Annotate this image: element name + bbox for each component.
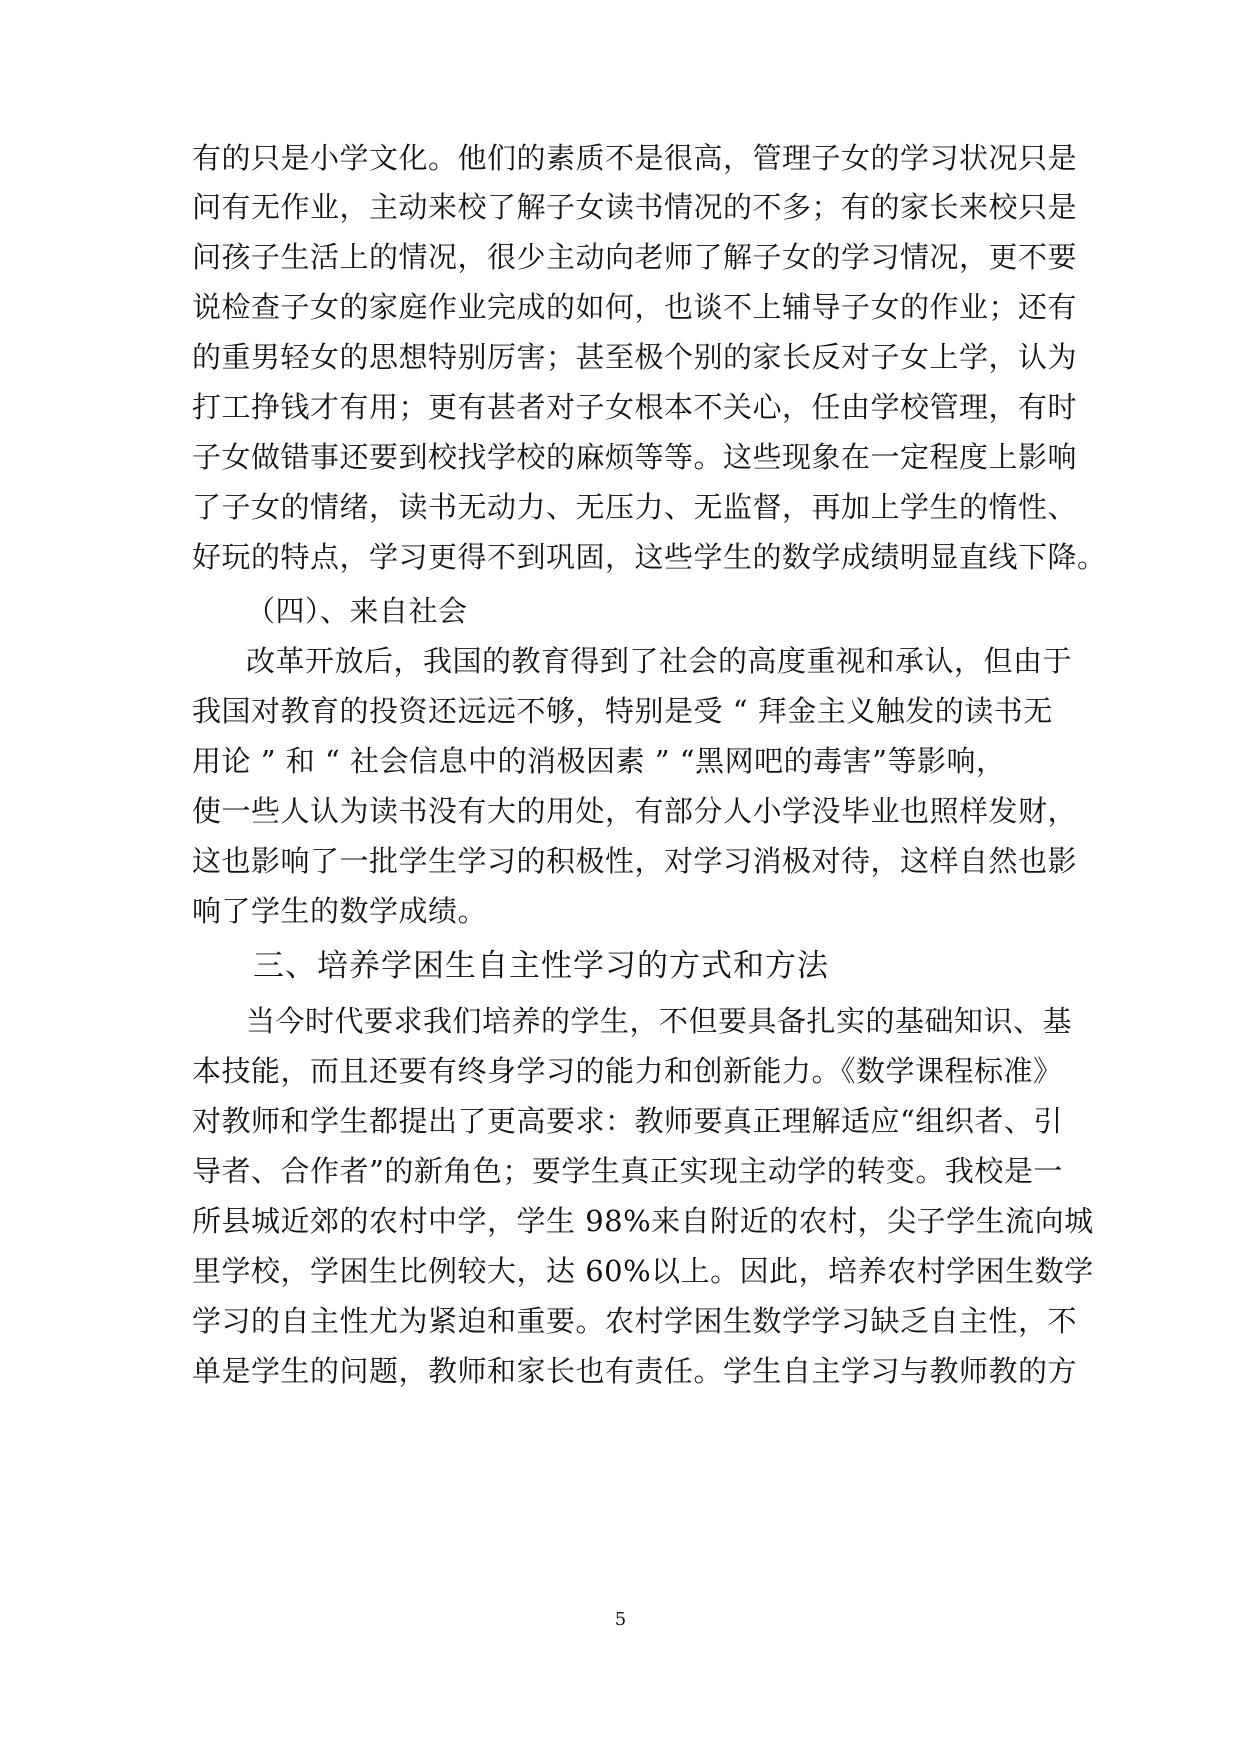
text-line: 我国对教育的投资还远远不够，特别是受 “ 拜金主义触发的读书无 bbox=[192, 694, 1053, 728]
text-line: 问有无作业，主动来校了解子女读书情况的不多；有的家长来校只是 bbox=[192, 190, 1078, 224]
text-line: 改革开放后，我国的教育得到了社会的高度重视和承认，但由于 bbox=[246, 644, 1073, 678]
subheading: （四）、来自社会 bbox=[246, 594, 468, 628]
text-line: 了子女的情绪，读书无动力、无压力、无监督，再加上学生的惰性、 bbox=[192, 490, 1078, 524]
text-line: 里学校，学困生比例较大，达 60%以上。因此，培养农村学困生数学 bbox=[192, 1254, 1094, 1288]
text-line: 有的只是小学文化。他们的素质不是很高，管理子女的学习状况只是 bbox=[192, 141, 1078, 175]
text-line: 使一些人认为读书没有大的用处，有部分人小学没毕业也照样发财， bbox=[192, 794, 1078, 828]
text-line: 所县城近郊的农村中学，学生 98%来自附近的农村，尖子学生流向城 bbox=[192, 1204, 1094, 1238]
text-line: 导者、合作者”的新角色；要学生真正实现主动学的转变。我校是一 bbox=[192, 1154, 1063, 1188]
text-line: 本技能，而且还要有终身学习的能力和创新能力。《数学课程标准》 bbox=[192, 1054, 1063, 1088]
text-line: 用论 ” 和 “ 社会信息中的消极因素 ” “黑网吧的毒害”等影响， bbox=[192, 744, 1006, 778]
text-line: 好玩的特点，学习更得不到巩固，这些学生的数学成绩明显直线下降。 bbox=[192, 540, 1107, 574]
section-heading: 三、培养学困生自主性学习的方式和方法 bbox=[253, 948, 829, 984]
text-line: 问孩子生活上的情况，很少主动向老师了解子女的学习情况，更不要 bbox=[192, 240, 1078, 274]
text-line: 对教师和学生都提出了更高要求：教师要真正理解适应“组织者、引 bbox=[192, 1104, 1063, 1138]
text-line: 响了学生的数学成绩。 bbox=[192, 894, 488, 928]
text-line: 打工挣钱才有用；更有甚者对子女根本不关心，任由学校管理，有时 bbox=[192, 390, 1078, 424]
page-number: 5 bbox=[614, 1609, 627, 1630]
text-line: 子女做错事还要到校找学校的麻烦等等。这些现象在一定程度上影响 bbox=[192, 440, 1078, 474]
text-line: 当今时代要求我们培养的学生，不但要具备扎实的基础知识、基 bbox=[246, 1004, 1073, 1038]
text-line: 说检查子女的家庭作业完成的如何，也谈不上辅导子女的作业；还有 bbox=[192, 290, 1078, 324]
text-line: 学习的自主性尤为紧迫和重要。农村学困生数学学习缺乏自主性，不 bbox=[192, 1304, 1078, 1338]
text-line: 的重男轻女的思想特别厉害；甚至极个别的家长反对子女上学，认为 bbox=[192, 340, 1078, 374]
text-line: 单是学生的问题，教师和家长也有责任。学生自主学习与教师教的方 bbox=[192, 1354, 1078, 1388]
text-line: 这也影响了一批学生学习的积极性，对学习消极对待，这样自然也影 bbox=[192, 844, 1078, 878]
